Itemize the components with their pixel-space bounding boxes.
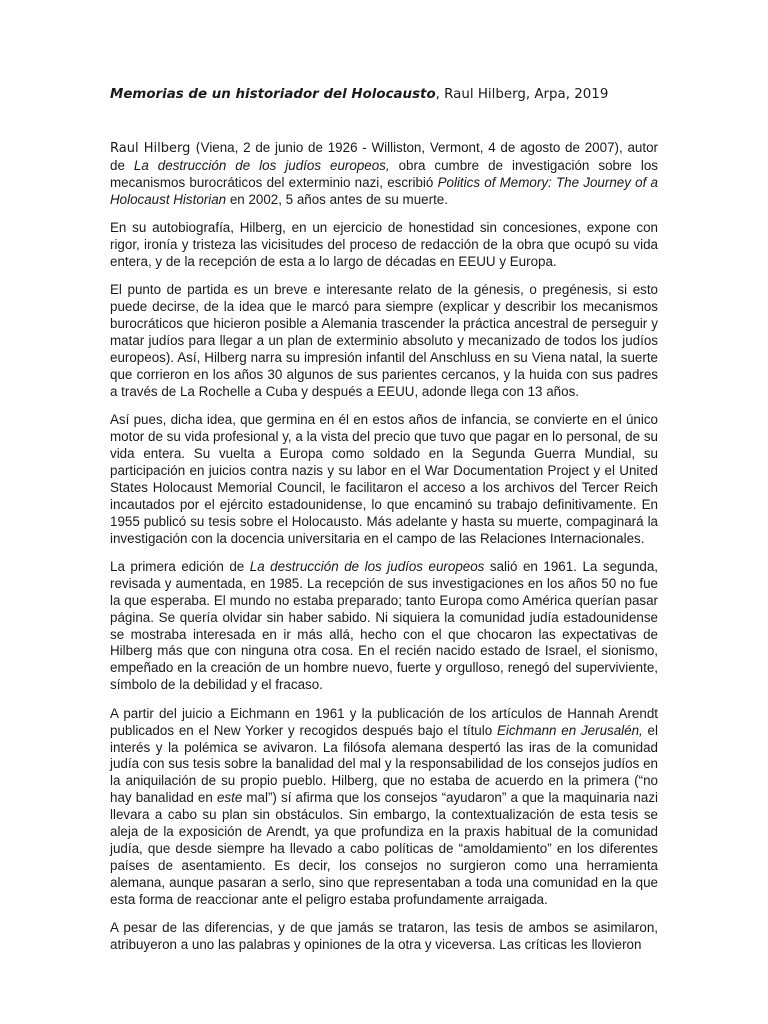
paragraph-7: A pesar de las diferencias, y de que jamás se trataron, las tesis de ambos se asimilaron, atribuyeron a uno las palabras y opiniones de la otra y viceversa. Las críticas les llovieron [110, 920, 658, 952]
memoir-title-inline: Politics of Memory: The Journey of a Holocaust Historian [110, 174, 659, 207]
paragraph-text: La primera edición de [110, 558, 250, 574]
paragraph-6 [110, 706, 658, 909]
paragraph-text: salió en 1961. La segunda, revisada y aumentada, en 1985. La recepción de sus investigaciones en los años 50 no fue la que esperaba. El mundo no estaba preparado; tanto Europa como América querían pasar página. Se quería olvidar sin haber sabido. Ni siquiera la comunidad judía estadounidense se mostraba interesada en ir más allá, hecho con el que chocaron las expectativas de Hilberg más que con ninguna otra cosa. En el recién nacido estado de Israel, el sionismo, empeñado en la creación de un hombre nuevo, fuerte y orgulloso, renegó del superviviente, símbolo de la debilidad y el fracaso. [110, 558, 658, 693]
arendt-title-inline: Eichmann en Jerusalén, [496, 722, 643, 738]
document-heading [110, 86, 658, 104]
author-name: Raul Hilberg ( [110, 141, 201, 156]
paragraph-text: obra cumbre de investigación sobre los mecanismos burocráticos del exterminio nazi, escribió [110, 157, 659, 190]
paragraph-4: Así pues, dicha idea, que germina en él en estos años de infancia, se convierte en el único motor de su vida profesional y, a la vista del precio que tuvo que pagar en lo personal, de su vida entera. Su vuelta a Europa como soldado en la Segunda Guerra Mundial, su participación en juicios contra nazis y su labor en el War Documentation Project y el United States Holocaust Memorial Council, le facilitaron el acceso a los archivos del Tercer Reich incautados por el ejército estadounidense, lo que encaminó su trabajo definitivamente. En 1955 publicó su tesis sobre el Holocausto. Más adelante y hasta su muerte, compaginará la investigación con la docencia universitaria en el campo de las Relaciones Internacionales. [110, 412, 658, 546]
paragraph-text: el interés y la polémica se avivaron. La filósofa alemana despertó las iras de la comunidad judía con sus tesis sobre la banalidad del mal y la responsabilidad de los consejos judíos en la aniquilación de su propio pueblo. Hilberg, que no estaba de acuerdo en la primera (“no hay banalidad en [110, 722, 658, 806]
paragraph-text: mal”) sí afirma que los consejos “ayudaron” a que la maquinaria nazi llevara a cabo su plan sin obstáculos. Sin embargo, la contextualización de esta tesis se aleja de la exposición de Arendt, ya que profundiza en la praxis habitual de la comunidad judía, que desde siempre ha llevado a cabo políticas de “amoldamiento” en los diferentes países de asentamiento. Es decir, los consejos no surgieron como una herramienta alemana, aunque pasaran a serlo, sino que representaban a toda una comunidad en la que esta forma de reaccionar ante el peligro estaba profundamente arraigada. [110, 790, 658, 907]
paragraph-5 [110, 559, 658, 694]
emphasis-word: este [216, 790, 243, 806]
document-page [110, 86, 658, 965]
paragraph-1 [110, 140, 658, 209]
book-citation: , Raul Hilberg, Arpa, 2019 [435, 87, 609, 102]
paragraph-text: Viena, 2 de junio de 1926 - Williston, Vermont, 4 de agosto de 2007), autor de [110, 140, 658, 173]
book-title-inline: La destrucción de los judíos europeos, [133, 157, 390, 173]
paragraph-3: El punto de partida es un breve e interesante relato de la génesis, o pregénesis, si esto puede decirse, de la idea que le marcó para siempre (explicar y describir los mecanismos burocráticos que hicieron posible a Alemania trascender la práctica ancestral de perseguir y matar judíos para llegar a un plan de exterminio absoluto y mecanizado de todos los judíos europeos). Así, Hilberg narra su impresión infantil del Anschluss en su Viena natal, la suerte que corrieron en los años 30 algunos de sus parientes cercanos, y la huida con sus padres a través de La Rochelle a Cuba y después a EEUU, adonde llega con 13 años. [110, 282, 658, 399]
paragraph-text: en 2002, 5 años antes de su muerte. [226, 191, 448, 207]
book-title-inline: La destrucción de los judíos europeos [249, 558, 485, 574]
paragraph-2: En su autobiografía, Hilberg, en un ejercicio de honestidad sin concesiones, expone con rigor, ironía y tristeza las vicisitudes del proceso de redacción de la obra que ocupó su vida entera, y de la recepción de esta a lo largo de décadas en EEUU y Europa. [110, 220, 658, 269]
paragraph-text: A partir del juicio a Eichmann en 1961 y la publicación de los artículos de Hannah Arendt publicados en el New Yorker y recogidos después bajo el título [110, 705, 658, 738]
book-title: Memorias de un historiador del Holocausto [110, 87, 436, 102]
